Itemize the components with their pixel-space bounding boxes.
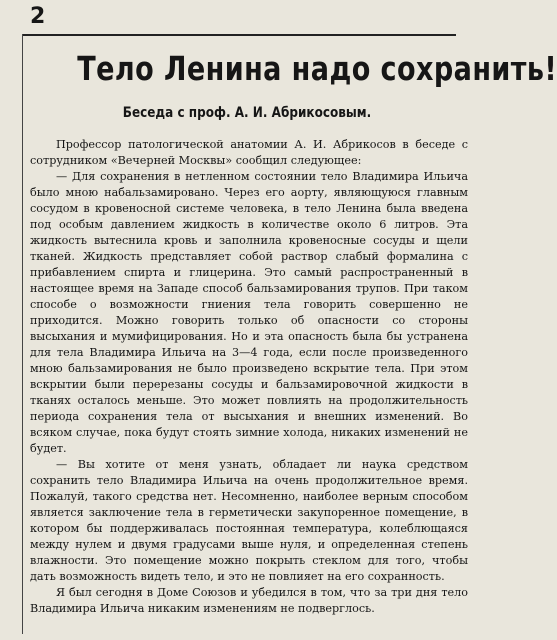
article-subheadline: Беседа с проф. А. И. Абрикосовым. — [122, 105, 372, 121]
article-paragraph: — Для сохранения в нетленном состоянии тело Владимира Ильича было мною набальзамировано. Через его аорту, являющуюся главным сосудом в кровеносной системе человека, в тело Ленина была введена под особым давлением жидкость в количестве около 6 литров. Эта жидкость вытеснила кровь и заполнила кровеносные сосуды и щели тканей. Жидкость представляет собой раствор слабый формалина с прибавлением спирта и глицерина. Это самый распространенный в настоящее время на Западе способ бальзамирования трупов. При таком способе о возможности гниения тела говорить совершенно не приходится. Можно говорить только об опасности со стороны высыхания и мумифицирования. Но и эта опасность была бы устранена для тела Владимира Ильича на 3—4 года, если после произведенного мною бальзамирования не было произведено вскрытие тела. При этом вскрытии были перерезаны сосуды и бальзамировочной жидкости в тканях осталось меньше. Это может повлиять на продолжительность периода сохранения тела от высыхания и внешних изменений. Во всяком случае, пока будут стоять зимние холода, никаких изменений не будет. — [30, 170, 468, 455]
article-headline: Тело Ленина надо сохранить! — [77, 49, 557, 88]
article-body — [30, 137, 468, 617]
header-rule — [22, 34, 456, 36]
article-paragraph: Я был сегодня в Доме Союзов и убедился в том, что за три дня тело Владимира Ильича никаким изменениям не подверглось. — [30, 586, 468, 615]
article-paragraph: — Вы хотите от меня узнать, обладает ли наука средством сохранить тело Владимира Ильича на очень продолжительное время. Пожалуй, такого средства нет. Несомненно, наиболее верным способом является заключение тела в герметически закупоренное помещение, в котором бы поддерживалась постоянная температура, колеблющаяся между нулем и двумя градусами выше нуля, и определенная степень влажности. Это помещение можно покрыть стеклом для того, чтобы дать возможность видеть тело, и это не повлияет на его сохранность. — [30, 458, 468, 583]
column-rule — [22, 34, 23, 634]
article-paragraph: Профессор патологической анатомии А. И. Абрикосов в беседе с сотрудником «Вечерней Москвы» сообщил следующее: — [30, 138, 468, 167]
page-number: 2 — [30, 4, 46, 29]
